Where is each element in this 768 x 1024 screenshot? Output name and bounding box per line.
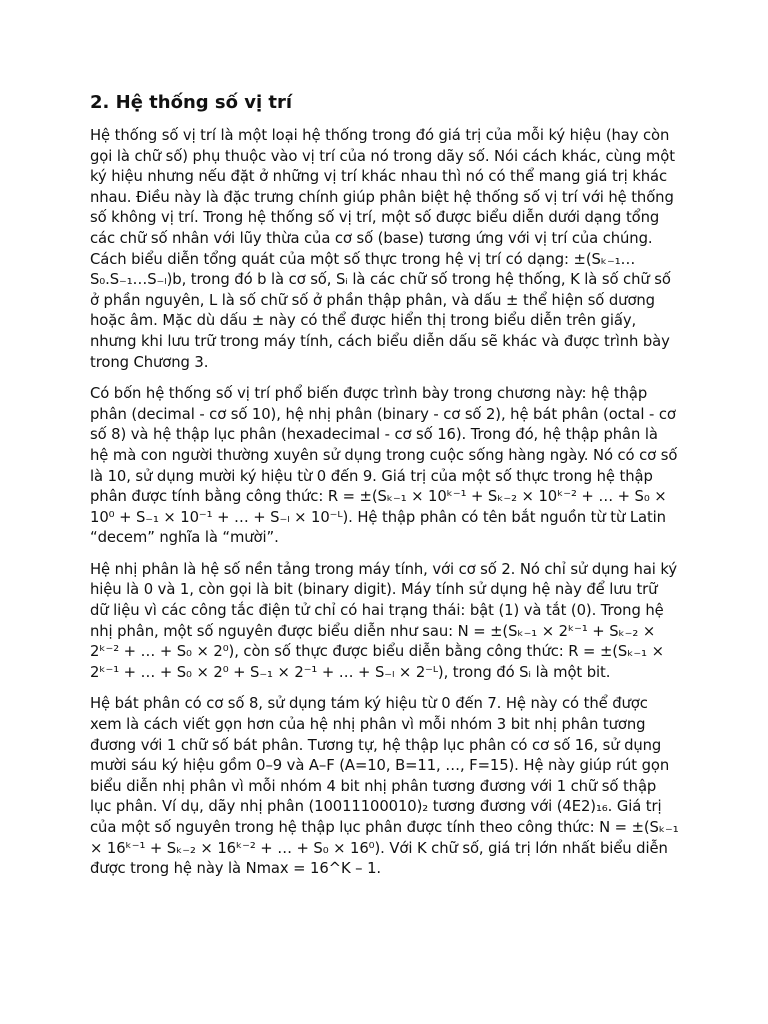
section-heading: 2. Hệ thống số vị trí <box>90 92 293 113</box>
paragraph-octal-hex-systems: Hệ bát phân có cơ số 8, sử dụng tám ký hiệu từ 0 đến 7. Hệ này có thể được xem là cách viết gọn hơn của hệ nhị phân vì mỗi nhóm 3 bit nhị phân tương đương với 1 chữ số bát phân. Tương tự, hệ thập lục phân có cơ số 16, sử dụng mười sáu ký hiệu gồm 0–9 và A–F (A=10, B=11, …, F=15). Hệ này giúp rút gọn biểu diễn nhị phân vì mỗi nhóm 4 bit nhị phân tương đương với 1 chữ số thập lục phân. Ví dụ, dãy nhị phân (10011100010)₂ tương đương với (4E2)₁₆. Giá trị của một số nguyên trong hệ thập lục phân được tính theo công thức: N = ±(Sₖ₋₁ × 16ᵏ⁻¹ + Sₖ₋₂ × 16ᵏ⁻² + … + S₀ × 16⁰). Với K chữ số, giá trị lớn nhất biểu diễn được trong hệ này là Nmax = 16^K – 1. <box>90 695 679 878</box>
paragraph-decimal-system: Có bốn hệ thống số vị trí phổ biến được trình bày trong chương này: hệ thập phân (decimal - cơ số 10), hệ nhị phân (binary - cơ số 2), hệ bát phân (octal - cơ số 8) và hệ thập lục phân (hexadecimal - cơ số 16). Trong đó, hệ thập phân là hệ mà con người thường xuyên sử dụng trong cuộc sống hàng ngày. Nó có cơ số là 10, sử dụng mười ký hiệu từ 0 đến 9. Giá trị của một số thực trong hệ thập phân được tính bằng công thức: R = ±(Sₖ₋₁ × 10ᵏ⁻¹ + Sₖ₋₂ × 10ᵏ⁻² + … + S₀ × 10⁰ + S₋₁ × 10⁻¹ + … + S₋ₗ × 10⁻ᴸ). Hệ thập phân có tên bắt nguồn từ từ Latin “decem” nghĩa là “mười”. <box>90 385 678 547</box>
paragraph-binary-system: Hệ nhị phân là hệ số nền tảng trong máy tính, với cơ số 2. Nó chỉ sử dụng hai ký hiệu là 0 và 1, còn gọi là bit (binary digit). Máy tính sử dụng hệ này để lưu trữ dữ liệu vì các công tắc điện tử chỉ có hai trạng thái: bật (1) và tắt (0). Trong hệ nhị phân, một số nguyên được biểu diễn như sau: N = ±(Sₖ₋₁ × 2ᵏ⁻¹ + Sₖ₋₂ × 2ᵏ⁻² + … + S₀ × 2⁰), còn số thực được biểu diễn bằng công thức: R = ±(Sₖ₋₁ × 2ᵏ⁻¹ + … + S₀ × 2⁰ + S₋₁ × 2⁻¹ + … + S₋ₗ × 2⁻ᴸ), trong đó Sᵢ là một bit. <box>90 560 678 681</box>
paragraph-positional-systems-intro: Hệ thống số vị trí là một loại hệ thống trong đó giá trị của mỗi ký hiệu (hay còn gọi là chữ số) phụ thuộc vào vị trí của nó trong dãy số. Nói cách khác, cùng một ký hiệu nhưng nếu đặt ở những vị trí khác nhau thì nó có thể mang giá trị khác nhau. Điều này là đặc trưng chính giúp phân biệt hệ thống số vị trí với hệ thống số không vị trí. Trong hệ thống số vị trí, một số được biểu diễn dưới dạng tổng các chữ số nhân với lũy thừa của cơ số (base) tương ứng với vị trí của chúng. Cách biểu diễn tổng quát của một số thực trong hệ vị trí có dạng: ±(Sₖ₋₁…S₀.S₋₁…S₋ₗ)b, trong đó b là cơ số, Sᵢ là các chữ số trong hệ thống, K là số chữ số ở phần nguyên, L là số chữ số ở phần thập phân, và dấu ± thể hiện số dương hoặc âm. Mặc dù dấu ± này có thể được hiển thị trong biểu diễn trên giấy, nhưng khi lưu trữ trong máy tính, cách biểu diễn dấu sẽ khác và được trình bày trong Chương 3. <box>90 127 675 371</box>
document-page <box>90 90 680 891</box>
